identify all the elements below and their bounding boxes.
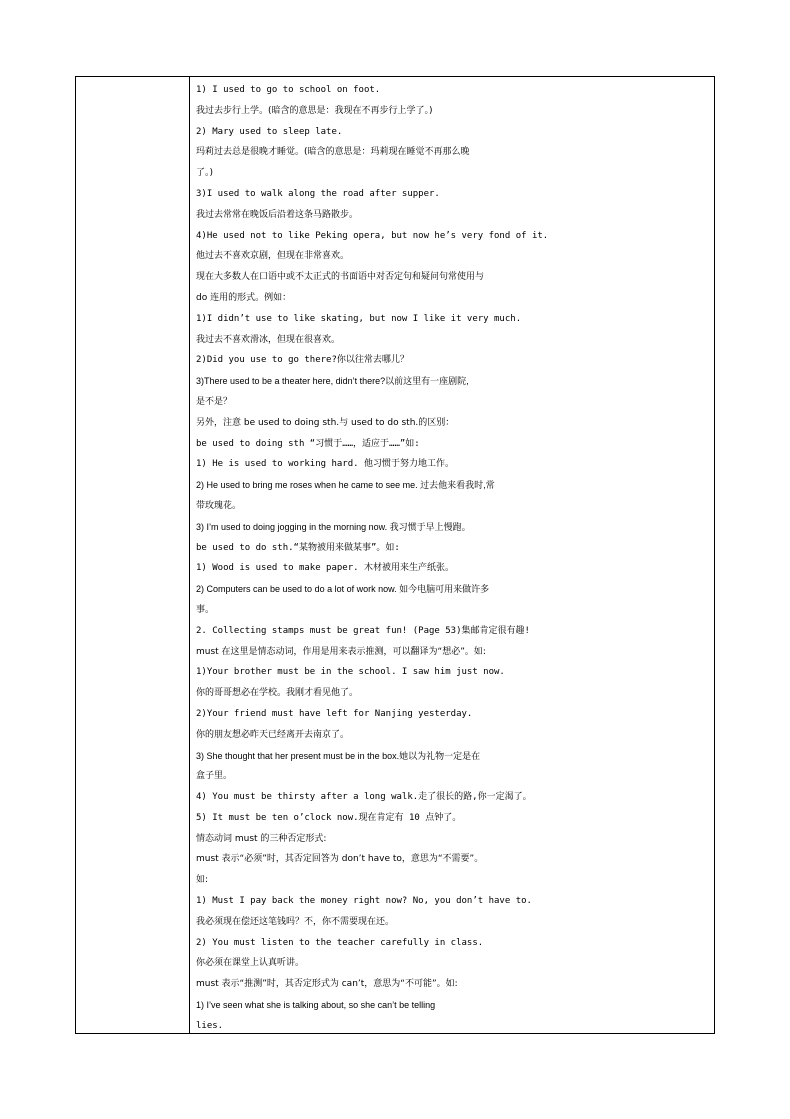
text-line: 是不是？	[196, 396, 233, 407]
text-line: 带玫瑰花。	[196, 500, 242, 511]
column-divider	[189, 77, 190, 1033]
text-line: 我过去不喜欢滑冰，但现在很喜欢。	[196, 334, 341, 345]
text-line: 情态动词 must 的三种否定形式:	[196, 833, 327, 844]
text-line: 玛莉过去总是很晚才睡觉。(暗含的意思是：玛莉现在睡觉不再那么晚	[196, 147, 470, 158]
text-line: 2. Collecting stamps must be great fun! (Page 53)集邮肯定很有趣!	[196, 625, 530, 636]
text-line: 你的哥哥想必在学校。我刚才看见他了。	[196, 688, 359, 699]
text-line: 我过去步行上学。(暗含的意思是：我现在不再步行上学了。)	[196, 105, 433, 116]
text-line: 你的朋友想必昨天已经离开去南京了。	[196, 729, 350, 740]
text-line: be used to do sth.“某物被用来做某事”。如:	[196, 542, 400, 553]
text-line: 5) It must be ten o’clock now.现在肯定有 10 点钟了。	[196, 812, 462, 823]
text-line: 1) He is used to working hard. 他习惯于努力地工作。	[196, 459, 454, 470]
text-line: 盒子里。	[196, 771, 233, 782]
text-line: 1) Wood is used to make paper. 木材被用来生产纸张。	[196, 563, 454, 574]
text-line: must 表示“必须”时，其否定回答为 don’t have to，意思为“不需要”。	[196, 854, 484, 865]
text-line: do 连用的形式。例如：	[196, 292, 292, 303]
text-line: 了。)	[196, 168, 214, 179]
text-line: 1) I used to go to school on foot.	[196, 85, 381, 95]
text-line: 3)I used to walk along the road after supper.	[196, 188, 440, 199]
text-line: 4)He used not to like Peking opera, but now he’s very fond of it.	[196, 230, 549, 241]
content-cell	[196, 80, 712, 1037]
text-line: 2) Computers can be used to do a lot of work now. 如今电脑可用来做许多	[196, 584, 490, 595]
text-line: 我过去常常在晚饭后沿着这条马路散步。	[196, 209, 359, 220]
text-line: 事。	[196, 604, 215, 615]
text-line: 我必须现在偿还这笔钱吗？不，你不需要现在还。	[196, 916, 395, 927]
text-line: 另外，注意 be used to doing sth.与 used to do sth.的区别：	[196, 417, 455, 428]
text-line: must 在这里是情态动词，作用是用来表示推测，可以翻译为“想必”。如:	[196, 646, 486, 657]
text-line: 2)Your friend must have left for Nanjing yesterday.	[196, 708, 473, 719]
text-line: 1)I didn’t use to like skating, but now I like it very much.	[196, 313, 522, 324]
text-line: 3) I’m used to doing jogging in the morning now. 我习惯于早上慢跑。	[196, 521, 471, 532]
text-line: lies.	[196, 1020, 224, 1031]
text-line: 1)Your brother must be in the school. I saw him just now.	[196, 667, 505, 678]
text-line: 他过去不喜欢京剧，但现在非常喜欢。	[196, 251, 350, 262]
text-line: 2)Did you use to go there?你以往常去哪儿？	[196, 355, 409, 366]
text-line: be used to doing sth “习惯于……，适应于……”如:	[196, 438, 420, 449]
text-line: 如:	[196, 875, 209, 886]
text-line: 1) I’ve seen what she is talking about, so she can’t be telling	[196, 1000, 436, 1011]
text-line: 3)There used to be a theater here, didn’t there?以前这里有一座剧院,	[196, 376, 469, 387]
text-line: 现在大多数人在口语中或不太正式的书面语中对否定句和疑问句常使用与	[196, 272, 485, 283]
text-line: must 表示“推测”时，其否定形式为 can’t，意思为“不可能”。如:	[196, 979, 458, 990]
left-empty-cell	[76, 77, 189, 1033]
text-line: 3) She thought that her present must be in the box.她以为礼物一定是在	[196, 750, 481, 761]
text-line: 你必须在课堂上认真听讲。	[196, 958, 305, 969]
text-line: 1) Must I pay back the money right now? No, you don’t have to.	[196, 896, 532, 907]
text-line: 2) Mary used to sleep late.	[196, 126, 343, 137]
text-line: 4) You must be thirsty after a long walk.走了很长的路,你一定渴了。	[196, 792, 532, 803]
document-table	[75, 76, 715, 1034]
text-line: 2) You must listen to the teacher carefully in class.	[196, 937, 484, 948]
text-line: 2) He used to bring me roses when he came to see me. 过去他来看我时,常	[196, 480, 495, 491]
